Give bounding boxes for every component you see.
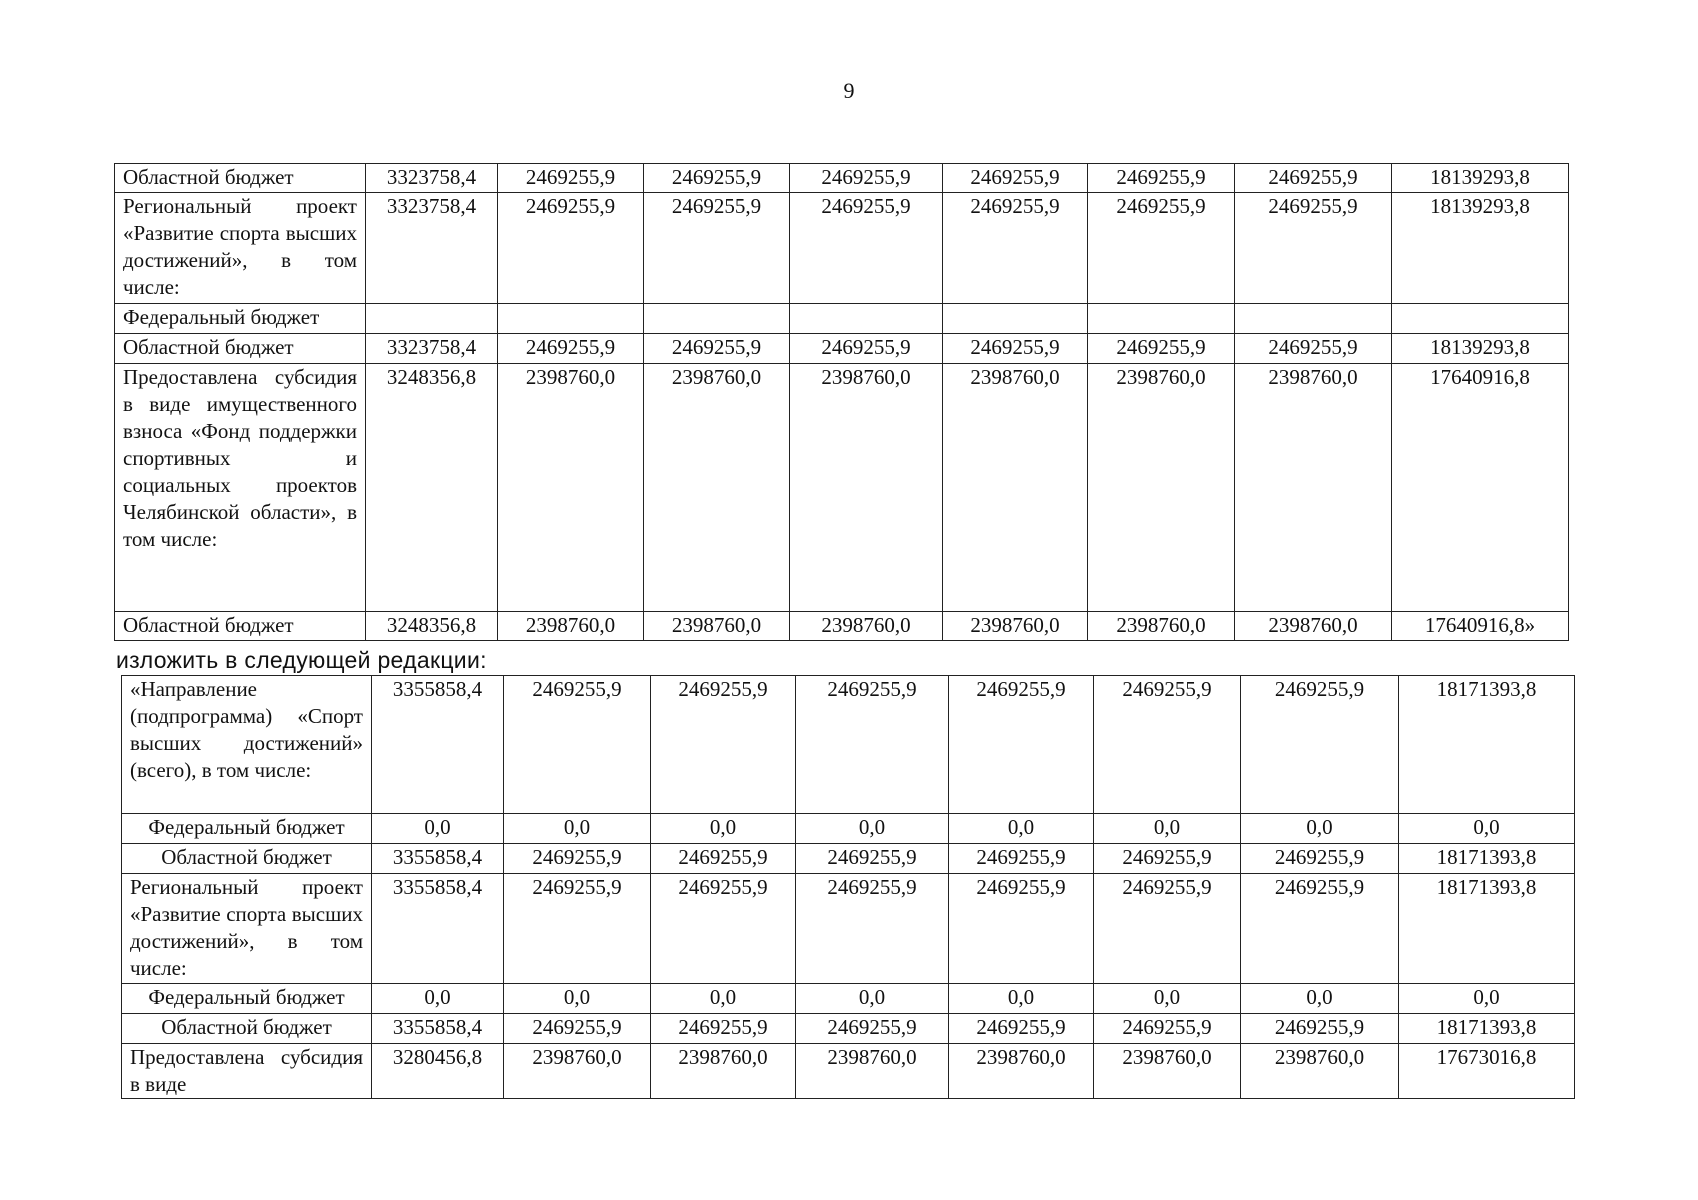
value-cell: 2469255,9	[498, 334, 644, 364]
value-cell: 2398760,0	[1088, 364, 1235, 612]
value-cell: 0,0	[651, 814, 796, 844]
row-label: Региональный проект «Развитие спорта высших достижений», в том числе:	[115, 193, 366, 304]
value-cell: 2469255,9	[943, 164, 1088, 193]
value-cell: 2398760,0	[943, 364, 1088, 612]
table-row	[115, 193, 1569, 304]
value-cell: 2398760,0	[498, 612, 644, 641]
value-cell: 2398760,0	[943, 612, 1088, 641]
value-cell: 3355858,4	[372, 1014, 504, 1044]
value-cell: 2469255,9	[790, 193, 943, 304]
value-cell: 2469255,9	[790, 164, 943, 193]
value-cell: 2469255,9	[504, 844, 651, 874]
value-cell	[1235, 304, 1392, 334]
value-cell: 2398760,0	[644, 364, 790, 612]
value-cell: 2469255,9	[1235, 193, 1392, 304]
table-row	[122, 814, 1575, 844]
value-cell: 2398760,0	[651, 1044, 796, 1099]
value-cell: 0,0	[1094, 814, 1241, 844]
row-label: Областной бюджет	[115, 164, 366, 193]
budget-table-new	[121, 675, 1575, 1099]
value-cell: 2469255,9	[1235, 164, 1392, 193]
value-cell: 17640916,8	[1392, 364, 1569, 612]
value-cell	[943, 304, 1088, 334]
value-cell: 2398760,0	[498, 364, 644, 612]
value-cell: 0,0	[1241, 984, 1399, 1014]
value-cell: 2398760,0	[1241, 1044, 1399, 1099]
row-label: Областной бюджет	[122, 1014, 372, 1044]
value-cell: 2469255,9	[651, 874, 796, 984]
table-row	[122, 1044, 1575, 1099]
value-cell: 2398760,0	[644, 612, 790, 641]
value-cell: 2469255,9	[796, 874, 949, 984]
value-cell: 2469255,9	[504, 676, 651, 814]
table-row	[122, 676, 1575, 814]
value-cell: 2469255,9	[949, 676, 1094, 814]
amendment-phrase: изложить в следующей редакции:	[116, 647, 487, 673]
value-cell: 0,0	[1399, 814, 1575, 844]
value-cell: 2469255,9	[1094, 676, 1241, 814]
value-cell: 18171393,8	[1399, 1014, 1575, 1044]
value-cell: 2398760,0	[1088, 612, 1235, 641]
value-cell: 2469255,9	[1241, 676, 1399, 814]
value-cell: 0,0	[1399, 984, 1575, 1014]
value-cell: 2469255,9	[1094, 874, 1241, 984]
value-cell: 2469255,9	[796, 844, 949, 874]
row-label: Областной бюджет	[122, 844, 372, 874]
value-cell: 2469255,9	[498, 164, 644, 193]
value-cell: 2469255,9	[1088, 164, 1235, 193]
table-row	[122, 874, 1575, 984]
value-cell: 0,0	[949, 814, 1094, 844]
value-cell: 3323758,4	[366, 334, 498, 364]
row-label: Региональный проект «Развитие спорта высших достижений», в том числе:	[122, 874, 372, 984]
value-cell: 2469255,9	[1241, 1014, 1399, 1044]
value-cell: 3248356,8	[366, 612, 498, 641]
value-cell	[644, 304, 790, 334]
table-row	[122, 844, 1575, 874]
value-cell: 0,0	[651, 984, 796, 1014]
table-row	[115, 304, 1569, 334]
value-cell: 0,0	[504, 814, 651, 844]
page-number: 9	[843, 78, 855, 103]
value-cell: 0,0	[1241, 814, 1399, 844]
value-cell: 3323758,4	[366, 164, 498, 193]
table-row	[122, 1014, 1575, 1044]
value-cell: 2469255,9	[949, 874, 1094, 984]
table-row	[115, 612, 1569, 641]
value-cell: 2469255,9	[790, 334, 943, 364]
value-cell: 2398760,0	[790, 364, 943, 612]
value-cell: 3248356,8	[366, 364, 498, 612]
value-cell: 2469255,9	[1088, 193, 1235, 304]
value-cell: 2469255,9	[644, 193, 790, 304]
table-row	[115, 364, 1569, 612]
value-cell	[790, 304, 943, 334]
value-cell	[1392, 304, 1569, 334]
value-cell: 18139293,8	[1392, 193, 1569, 304]
value-cell: 2469255,9	[796, 676, 949, 814]
row-label: Федеральный бюджет	[122, 814, 372, 844]
value-cell: 18171393,8	[1399, 676, 1575, 814]
value-cell: 3355858,4	[372, 874, 504, 984]
value-cell	[366, 304, 498, 334]
value-cell: 0,0	[796, 814, 949, 844]
value-cell: 2469255,9	[1241, 874, 1399, 984]
value-cell: 2469255,9	[504, 874, 651, 984]
value-cell	[1088, 304, 1235, 334]
value-cell	[498, 304, 644, 334]
row-label: Федеральный бюджет	[115, 304, 366, 334]
value-cell: 0,0	[372, 984, 504, 1014]
value-cell: 2469255,9	[651, 1014, 796, 1044]
value-cell: 0,0	[504, 984, 651, 1014]
value-cell: 0,0	[372, 814, 504, 844]
value-cell: 2398760,0	[1235, 364, 1392, 612]
value-cell: 0,0	[1094, 984, 1241, 1014]
value-cell: 2469255,9	[1241, 844, 1399, 874]
value-cell: 2398760,0	[1235, 612, 1392, 641]
value-cell: 2469255,9	[796, 1014, 949, 1044]
value-cell: 2398760,0	[1094, 1044, 1241, 1099]
value-cell: 2469255,9	[1094, 844, 1241, 874]
value-cell: 3355858,4	[372, 844, 504, 874]
row-label: «Направление (подпрограмма) «Спорт высших достижений» (всего), в том числе:	[122, 676, 372, 814]
value-cell: 2469255,9	[1235, 334, 1392, 364]
value-cell: 2469255,9	[651, 676, 796, 814]
value-cell: 18171393,8	[1399, 874, 1575, 984]
value-cell: 2469255,9	[949, 844, 1094, 874]
table-row	[115, 334, 1569, 364]
value-cell: 3323758,4	[366, 193, 498, 304]
value-cell: 17640916,8»	[1392, 612, 1569, 641]
value-cell: 2398760,0	[796, 1044, 949, 1099]
table-row	[122, 984, 1575, 1014]
value-cell: 2398760,0	[949, 1044, 1094, 1099]
value-cell: 18139293,8	[1392, 334, 1569, 364]
row-label: Предоставлена субсидия в виде имущественного взноса «Фонд поддержки спортивных и социальных проектов Челябинской области», в том числе:	[115, 364, 366, 612]
value-cell: 2469255,9	[949, 1014, 1094, 1044]
value-cell: 0,0	[949, 984, 1094, 1014]
row-label: Предоставлена субсидия в виде	[122, 1044, 372, 1099]
row-label: Областной бюджет	[115, 612, 366, 641]
value-cell: 18171393,8	[1399, 844, 1575, 874]
value-cell: 2469255,9	[943, 193, 1088, 304]
row-label: Областной бюджет	[115, 334, 366, 364]
value-cell: 2469255,9	[943, 334, 1088, 364]
value-cell: 2469255,9	[644, 164, 790, 193]
value-cell: 2398760,0	[504, 1044, 651, 1099]
value-cell: 0,0	[796, 984, 949, 1014]
value-cell: 2469255,9	[504, 1014, 651, 1044]
value-cell: 18139293,8	[1392, 164, 1569, 193]
value-cell: 3280456,8	[372, 1044, 504, 1099]
value-cell: 3355858,4	[372, 676, 504, 814]
value-cell: 2469255,9	[644, 334, 790, 364]
value-cell: 2469255,9	[498, 193, 644, 304]
row-label: Федеральный бюджет	[122, 984, 372, 1014]
value-cell: 2469255,9	[651, 844, 796, 874]
budget-table-old	[114, 163, 1569, 641]
value-cell: 2398760,0	[790, 612, 943, 641]
value-cell: 17673016,8	[1399, 1044, 1575, 1099]
value-cell: 2469255,9	[1088, 334, 1235, 364]
value-cell: 2469255,9	[1094, 1014, 1241, 1044]
table-row	[115, 164, 1569, 193]
